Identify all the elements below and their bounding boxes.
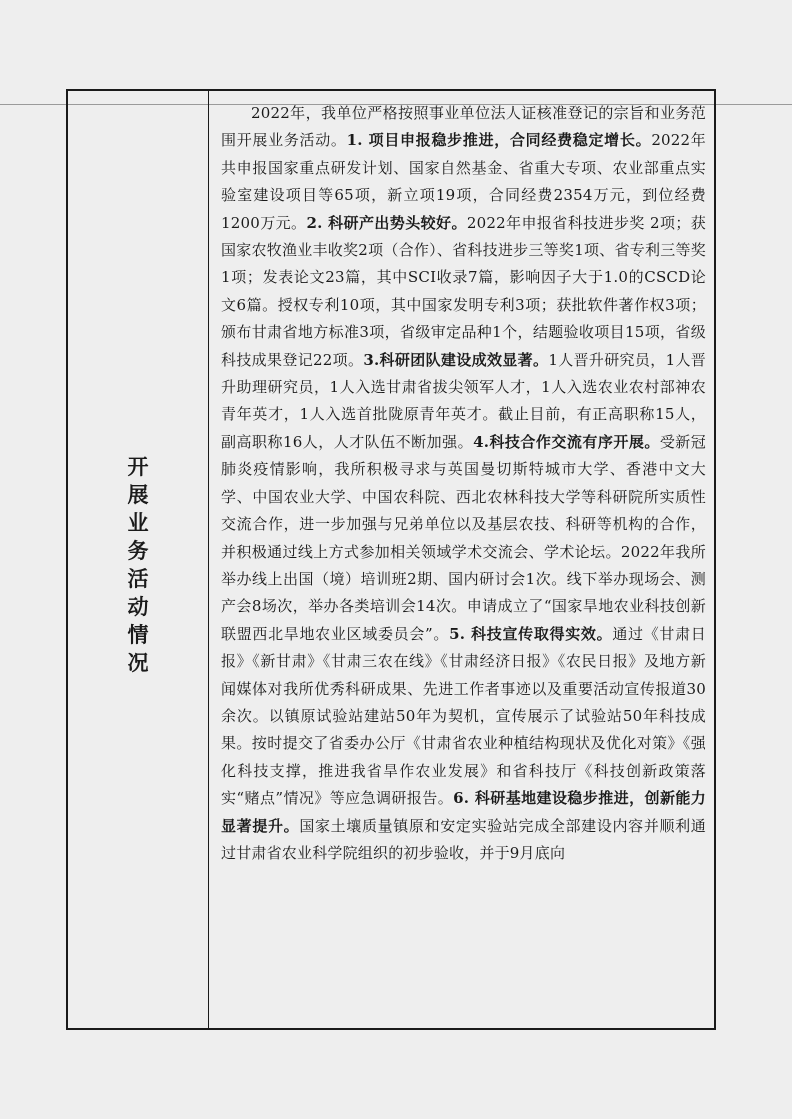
row-label-cell <box>68 91 209 1028</box>
business-activities-paragraph <box>221 100 706 867</box>
text-segment: 通过《甘肃日报》《新甘肃》《甘肃三农在线》《甘肃经济日报》《农民日报》及地方新闻媒体对我所优秀科研成果、先进工作者事迹以及重要活动宣传报道30余次。以镇原试验站建站50年为契机，宣传展示了试验站50年科技成果。按时提交了省委办公厅《甘肃省农业种植结构现状及优化对策》《强化科技支撑，推进我省旱作农业发展》和省科技厅《科技创新政策落实“赌点”情况》等应急调研报告。 <box>221 624 707 808</box>
section-heading-2: 2. 科研产出势头较好。 <box>306 213 467 232</box>
section-heading-5: 5. 科技宣传取得实效。 <box>449 624 613 643</box>
form-table <box>66 89 716 1030</box>
text-segment: 1人晋升研究员，1人晋升助理研究员，1人入选甘肃省拔尖领军人才，1人入选农业农村部神农青年英才，1人入选首批陇原青年英才。截止目前，有正高职称15人，副高职称16人，人才队伍不断加强。 <box>221 350 707 451</box>
section-heading-3: 3.科研团队建设成效显著。 <box>363 350 549 369</box>
section-heading-1: 1. 项目申报稳步推进，合同经费稳定增长。 <box>346 131 652 150</box>
content-cell <box>209 91 714 1028</box>
text-segment: 2022年申报省科技进步奖 2项；获国家农牧渔业丰收奖2项（合作）、省科技进步三等奖1项、省专利三等奖1项；发表论文23篇，其中SCI收录7篇，影响因子大于1.0的CSCD论文6篇。授权专利10项，其中国家发明专利3项；获批软件著作权3项；颁布甘肃省地方标准3项，省级审定品种1个，结题验收项目15项，省级科技成果登记22项。 <box>221 213 706 369</box>
row-label: 开展业务活动情况 <box>127 454 149 675</box>
text-segment: 国家土壤质量镇原和安定实验站完成全部建设内容并顺利通过甘肃省农业科学院组织的初步验收，并于9月底向 <box>221 816 706 862</box>
text-segment: 受新冠肺炎疫情影响，我所积极寻求与英国曼切斯特城市大学、香港中文大学、中国农业大学、中国农科院、西北农林科技大学等科研院所实质性交流合作，进一步加强与兄弟单位以及基层农技、科研等机构的合作，并积极通过线上方式参加相关领域学术交流会、学术论坛。2022年我所举办线上出国（境）培训班2期、国内研讨会1次。线下举办现场会、测产会8场次，举办各类培训会14次。申请成立了“国家旱地农业科技创新联盟西北旱地农业区域委员会”。 <box>221 432 706 643</box>
text-segment: 2022年，我单位严格按照事业单位法人证核准登记的宗旨和业务范围开展业务活动。 <box>221 104 706 150</box>
text-segment: 2022年共申报国家重点研发计划、国家自然基金、省重大专项、农业部重点实验室建设项目等65项，新立项19项，合同经费2354万元，到位经费1200万元。 <box>221 131 706 232</box>
section-heading-4: 4.科技合作交流有序开展。 <box>473 432 660 451</box>
section-heading-6: 6. 科研基地建设稳步推进，创新能力显著提升。 <box>221 789 706 835</box>
